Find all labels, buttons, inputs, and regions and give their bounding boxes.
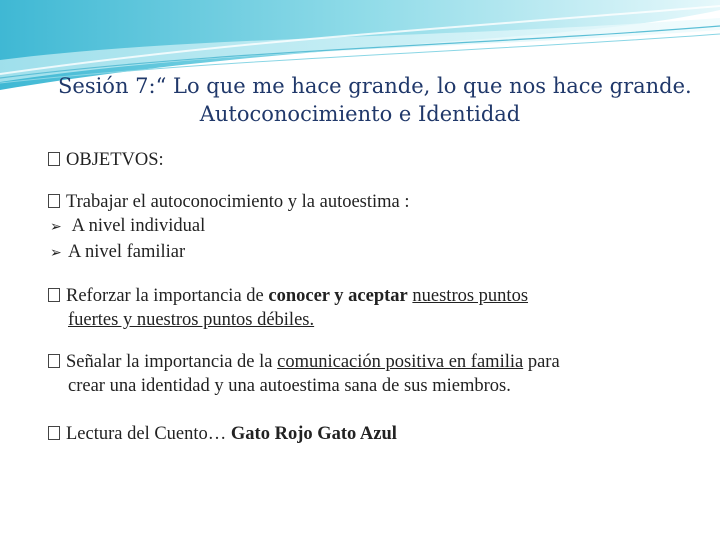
objetivos-heading: OBJETVOS: bbox=[48, 148, 708, 172]
square-bullet-icon bbox=[48, 354, 60, 368]
slide-title bbox=[0, 72, 720, 128]
title-line-2: Autoconocimiento e Identidad bbox=[199, 102, 521, 126]
title-line-1: Sesión 7:“ Lo que me hace grande, lo que nos hace grande. bbox=[58, 74, 692, 98]
arrow-bullet-icon: ➢ bbox=[50, 246, 62, 261]
objective-item-3-cont: crear una identidad y una autoestima sana de sus miembros. bbox=[68, 376, 511, 396]
objective-item-1: Trabajar el autoconocimiento y la autoestima : bbox=[48, 190, 708, 214]
square-bullet-icon bbox=[48, 426, 60, 440]
objective-item-2-cont: fuertes y nuestros puntos débiles. bbox=[68, 310, 315, 330]
objective-item-4: Lectura del Cuento… Gato Rojo Gato Azul bbox=[48, 422, 708, 446]
arrow-bullet-icon: ➢ bbox=[50, 220, 62, 235]
objective-item-3: Señalar la importancia de la comunicación positiva en familia para bbox=[48, 350, 708, 374]
square-bullet-icon bbox=[48, 288, 60, 302]
slide-content bbox=[48, 148, 708, 446]
square-bullet-icon bbox=[48, 194, 60, 208]
objective-item-2: Reforzar la importancia de conocer y aceptar nuestros puntos bbox=[48, 284, 708, 308]
sub-item-individual: ➢ A nivel individual bbox=[50, 214, 708, 240]
square-bullet-icon bbox=[48, 152, 60, 166]
sub-item-familiar: ➢ A nivel familiar bbox=[50, 240, 708, 266]
